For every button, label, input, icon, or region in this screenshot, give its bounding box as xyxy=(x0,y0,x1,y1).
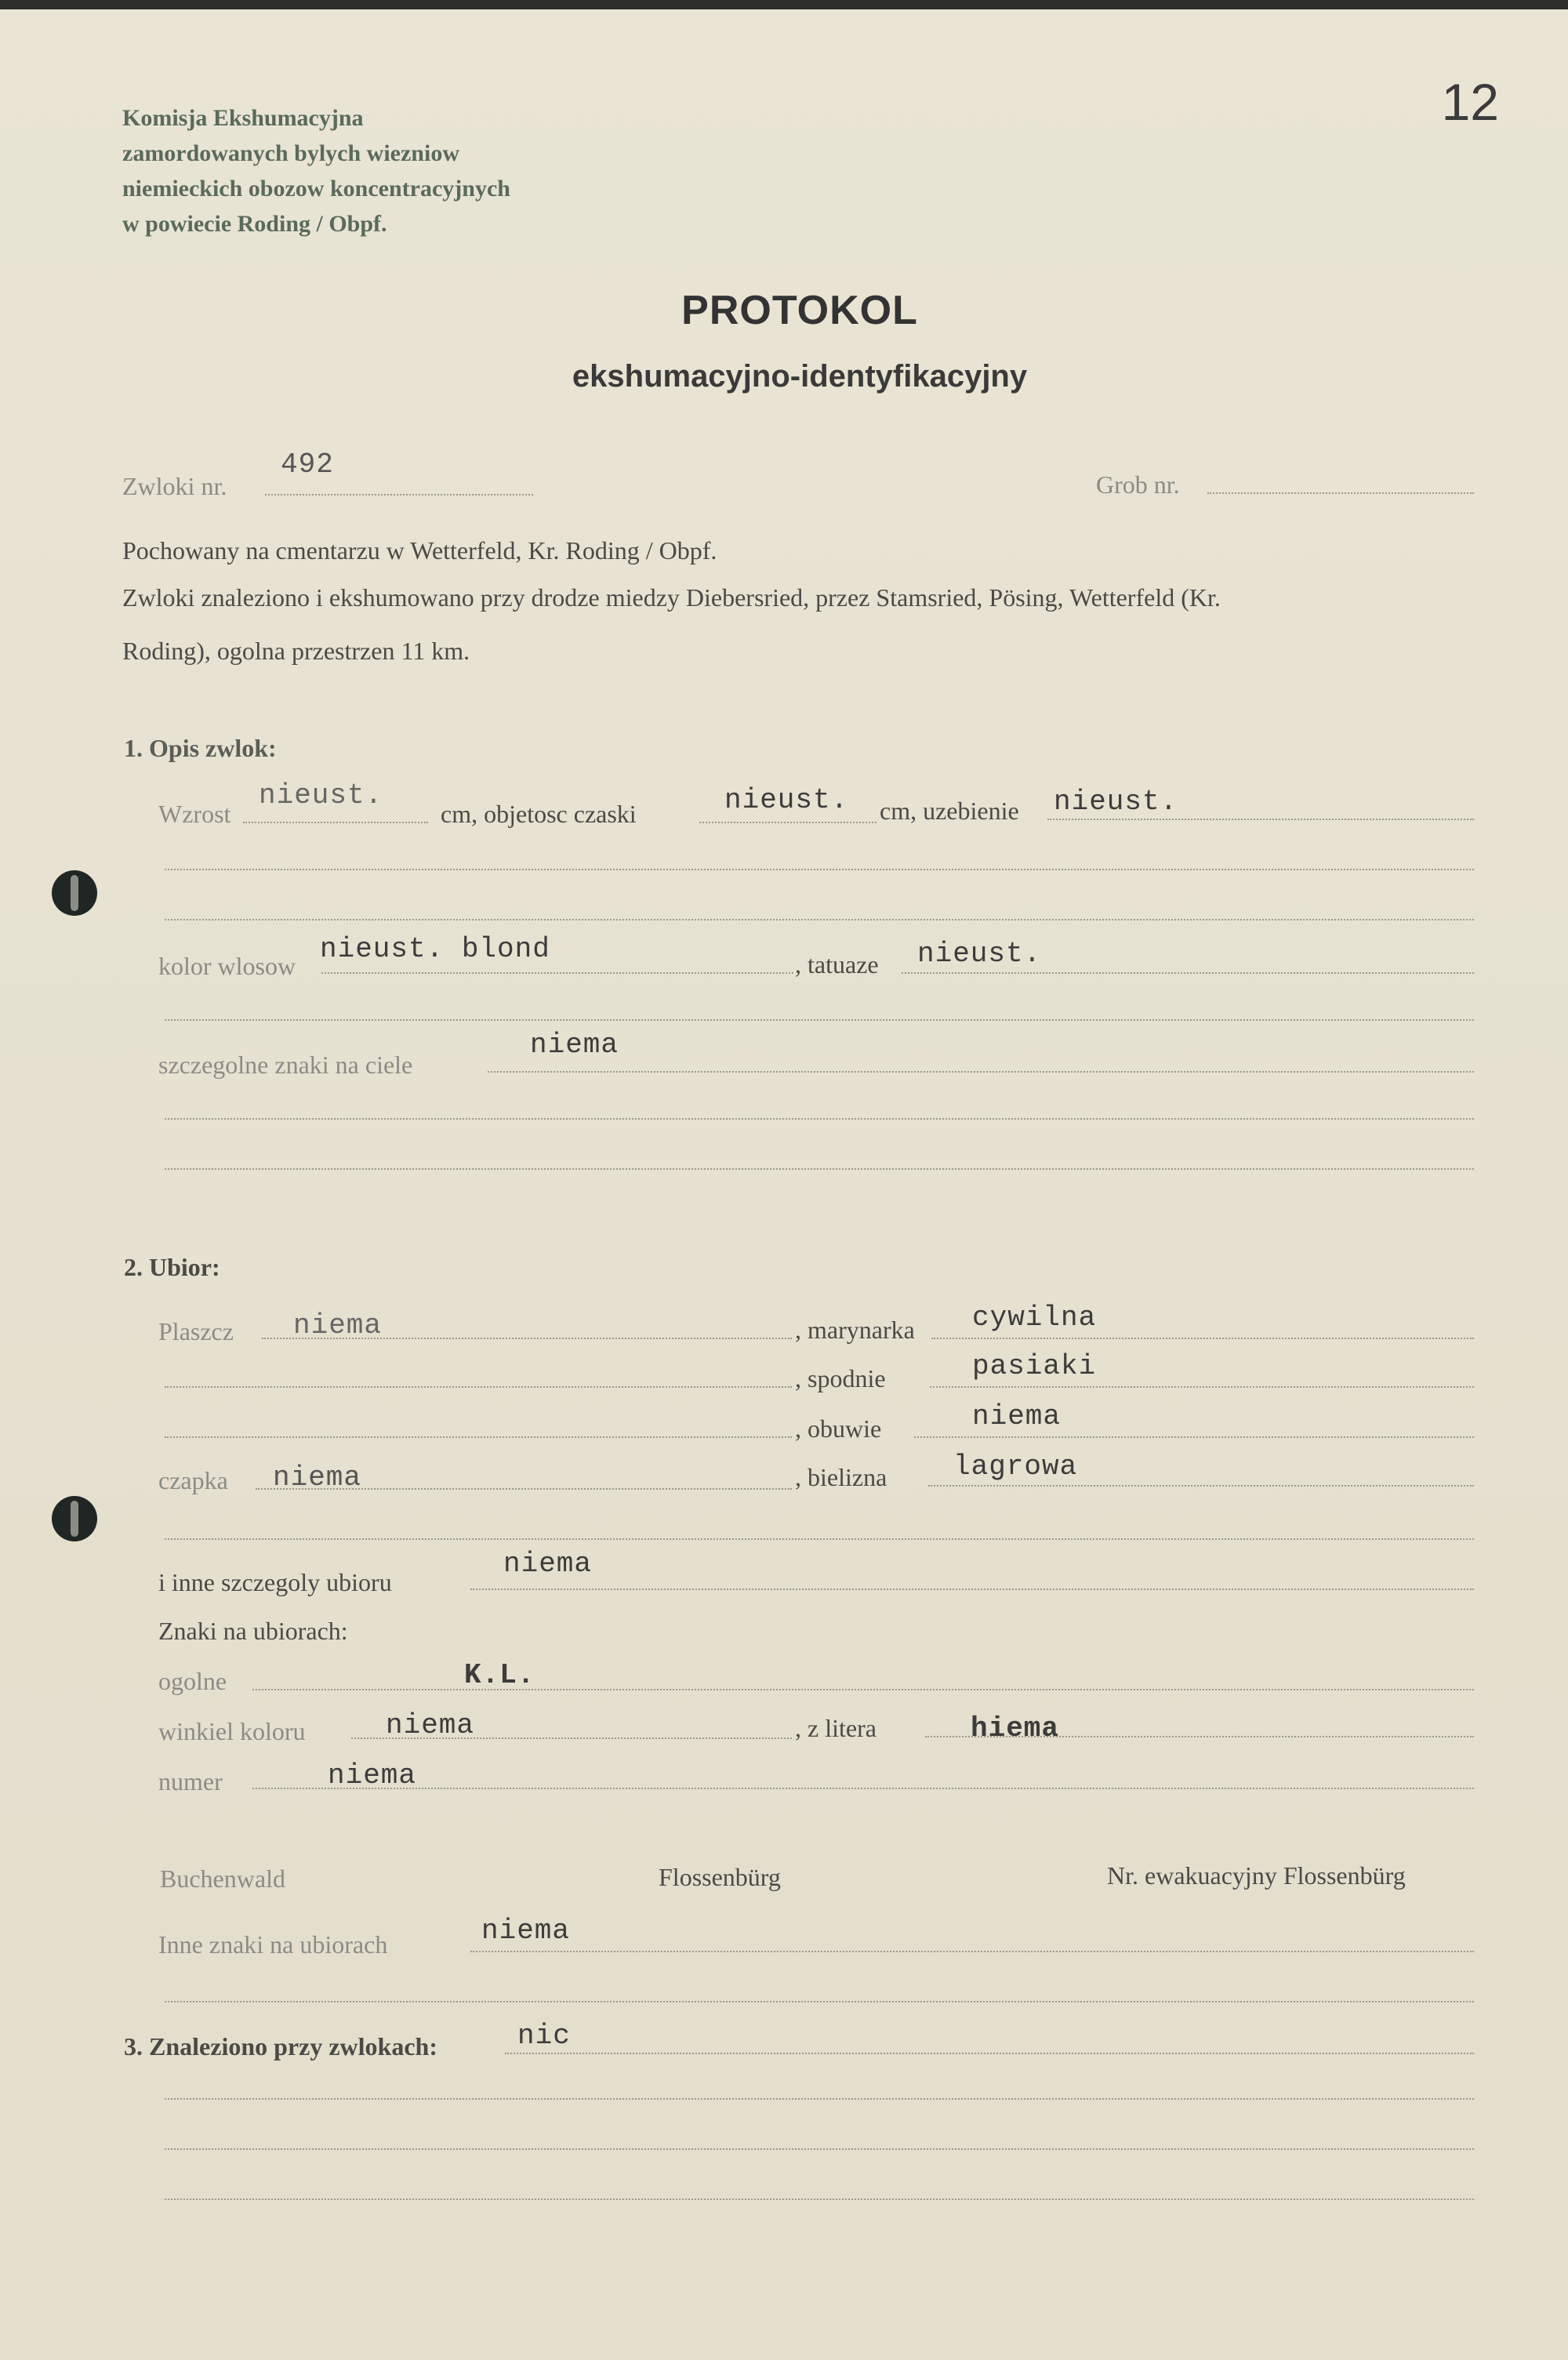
grob-label: Grob nr. xyxy=(1096,470,1180,499)
document-title: PROTOKOL xyxy=(681,288,918,333)
ewakuacyjny-label: Nr. ewakuacyjny Flossenbürg xyxy=(1107,1861,1406,1890)
litera-label: , z litera xyxy=(795,1714,877,1742)
cm-uzebienie-label: cm, uzebienie xyxy=(880,797,1019,825)
header-line: Komisja Ekshumacyjna xyxy=(122,105,364,131)
obuwie-blank-line xyxy=(165,1436,792,1438)
czaska-line xyxy=(699,822,877,823)
znaki-line xyxy=(488,1071,1474,1073)
bielizna-label: , bielizna xyxy=(795,1463,887,1491)
blank-line xyxy=(165,2148,1474,2150)
blank-line xyxy=(165,2098,1474,2100)
spodnie-blank-line xyxy=(165,1386,792,1388)
uzebienie-line xyxy=(1047,819,1474,820)
inne-line xyxy=(470,1588,1474,1590)
kolor-label: kolor wlosow xyxy=(158,952,296,980)
inne-label: i inne szczegoly ubioru xyxy=(158,1568,392,1596)
bielizna-line xyxy=(928,1485,1474,1487)
section-3-value: nic xyxy=(517,2020,571,2052)
znaleziono-text-2: Roding), ogolna przestrzen 11 km. xyxy=(122,637,470,665)
znaleziono-text-1: Zwloki znaleziono i ekshumowano przy drodze miedzy Diebersried, przez Stamsried, Pösing, Wetterfeld (Kr. xyxy=(122,583,1221,612)
obuwie-value: niema xyxy=(972,1400,1062,1432)
wzrost-line xyxy=(243,822,428,823)
blank-line xyxy=(165,1538,1474,1540)
spodnie-value: pasiaki xyxy=(972,1350,1097,1382)
ogolne-label: ogolne xyxy=(158,1667,227,1695)
blank-line xyxy=(165,1168,1474,1170)
grob-line xyxy=(1207,492,1474,494)
czaska-value: nieust. xyxy=(724,784,849,816)
inne-value: niema xyxy=(503,1548,593,1580)
wzrost-value: nieust. xyxy=(259,779,383,811)
tatuaze-label: , tatuaze xyxy=(795,950,879,978)
section-3-line xyxy=(505,2053,1474,2054)
marynarka-label: , marynarka xyxy=(795,1316,915,1344)
tatuaze-line xyxy=(902,972,1474,974)
ogolne-value: K.L. xyxy=(464,1659,535,1691)
flossenburg-label: Flossenbürg xyxy=(659,1863,781,1891)
numer-value: niema xyxy=(328,1759,417,1792)
numer-line xyxy=(252,1788,1474,1789)
marynarka-value: cywilna xyxy=(972,1302,1097,1334)
header-line: w powiecie Roding / Obpf. xyxy=(122,211,387,237)
tatuaze-value: nieust. xyxy=(917,938,1042,970)
page-number: 12 xyxy=(1441,73,1499,131)
blank-line xyxy=(165,1019,1474,1021)
scan-top-edge xyxy=(0,0,1568,9)
cm-czaska-label: cm, objetosc czaski xyxy=(441,800,637,828)
inne-znaki-label: Inne znaki na ubiorach xyxy=(158,1930,388,1959)
blank-line xyxy=(165,2198,1474,2200)
inne-znaki-value: niema xyxy=(481,1915,571,1947)
header-line: niemieckich obozow koncentracyjnych xyxy=(122,176,510,202)
marynarka-line xyxy=(931,1338,1474,1339)
czapka-value: niema xyxy=(273,1461,362,1494)
bielizna-value: lagrowa xyxy=(953,1450,1078,1483)
spodnie-line xyxy=(930,1386,1474,1388)
pochowany-text: Pochowany na cmentarzu w Wetterfeld, Kr. Roding / Obpf. xyxy=(122,536,717,565)
wzrost-label: Wzrost xyxy=(158,800,231,828)
kolor-value: nieust. blond xyxy=(320,933,550,965)
blank-line xyxy=(165,2001,1474,2002)
section-1-heading: 1. Opis zwlok: xyxy=(124,734,277,762)
plaszcz-value: niema xyxy=(293,1309,383,1342)
blank-line xyxy=(165,869,1474,870)
uzebienie-value: nieust. xyxy=(1054,786,1178,818)
litera-value: hiema xyxy=(971,1712,1060,1745)
spodnie-label: , spodnie xyxy=(795,1364,886,1392)
znaki-value: niema xyxy=(530,1029,619,1061)
winkiel-value: niema xyxy=(386,1709,475,1741)
kolor-line xyxy=(321,972,793,974)
numer-label: numer xyxy=(158,1767,223,1795)
zwloki-value: 492 xyxy=(281,448,334,481)
commission-header xyxy=(122,100,510,241)
header-line: zamordowanych bylych wiezniow xyxy=(122,140,459,166)
blank-line xyxy=(165,919,1474,920)
punch-hole-top xyxy=(52,870,97,916)
znaki-ubiory-heading: Znaki na ubiorach: xyxy=(158,1617,348,1645)
znaki-label: szczegolne znaki na ciele xyxy=(158,1051,413,1079)
document-subtitle: ekshumacyjno-identyfikacyjny xyxy=(572,359,1028,394)
zwloki-label: Zwloki nr. xyxy=(122,472,227,500)
punch-hole-bottom xyxy=(52,1496,97,1541)
plaszcz-label: Plaszcz xyxy=(158,1317,234,1345)
winkiel-label: winkiel koloru xyxy=(158,1717,306,1745)
blank-line xyxy=(165,1118,1474,1120)
section-2-heading: 2. Ubior: xyxy=(124,1253,220,1281)
czapka-label: czapka xyxy=(158,1466,228,1494)
inne-znaki-line xyxy=(470,1951,1474,1952)
obuwie-line xyxy=(914,1436,1474,1438)
zwloki-line xyxy=(265,494,533,496)
obuwie-label: , obuwie xyxy=(795,1414,882,1443)
ogolne-line xyxy=(252,1689,1474,1690)
buchenwald-label: Buchenwald xyxy=(160,1864,285,1893)
section-3-heading: 3. Znaleziono przy zwlokach: xyxy=(124,2032,437,2060)
